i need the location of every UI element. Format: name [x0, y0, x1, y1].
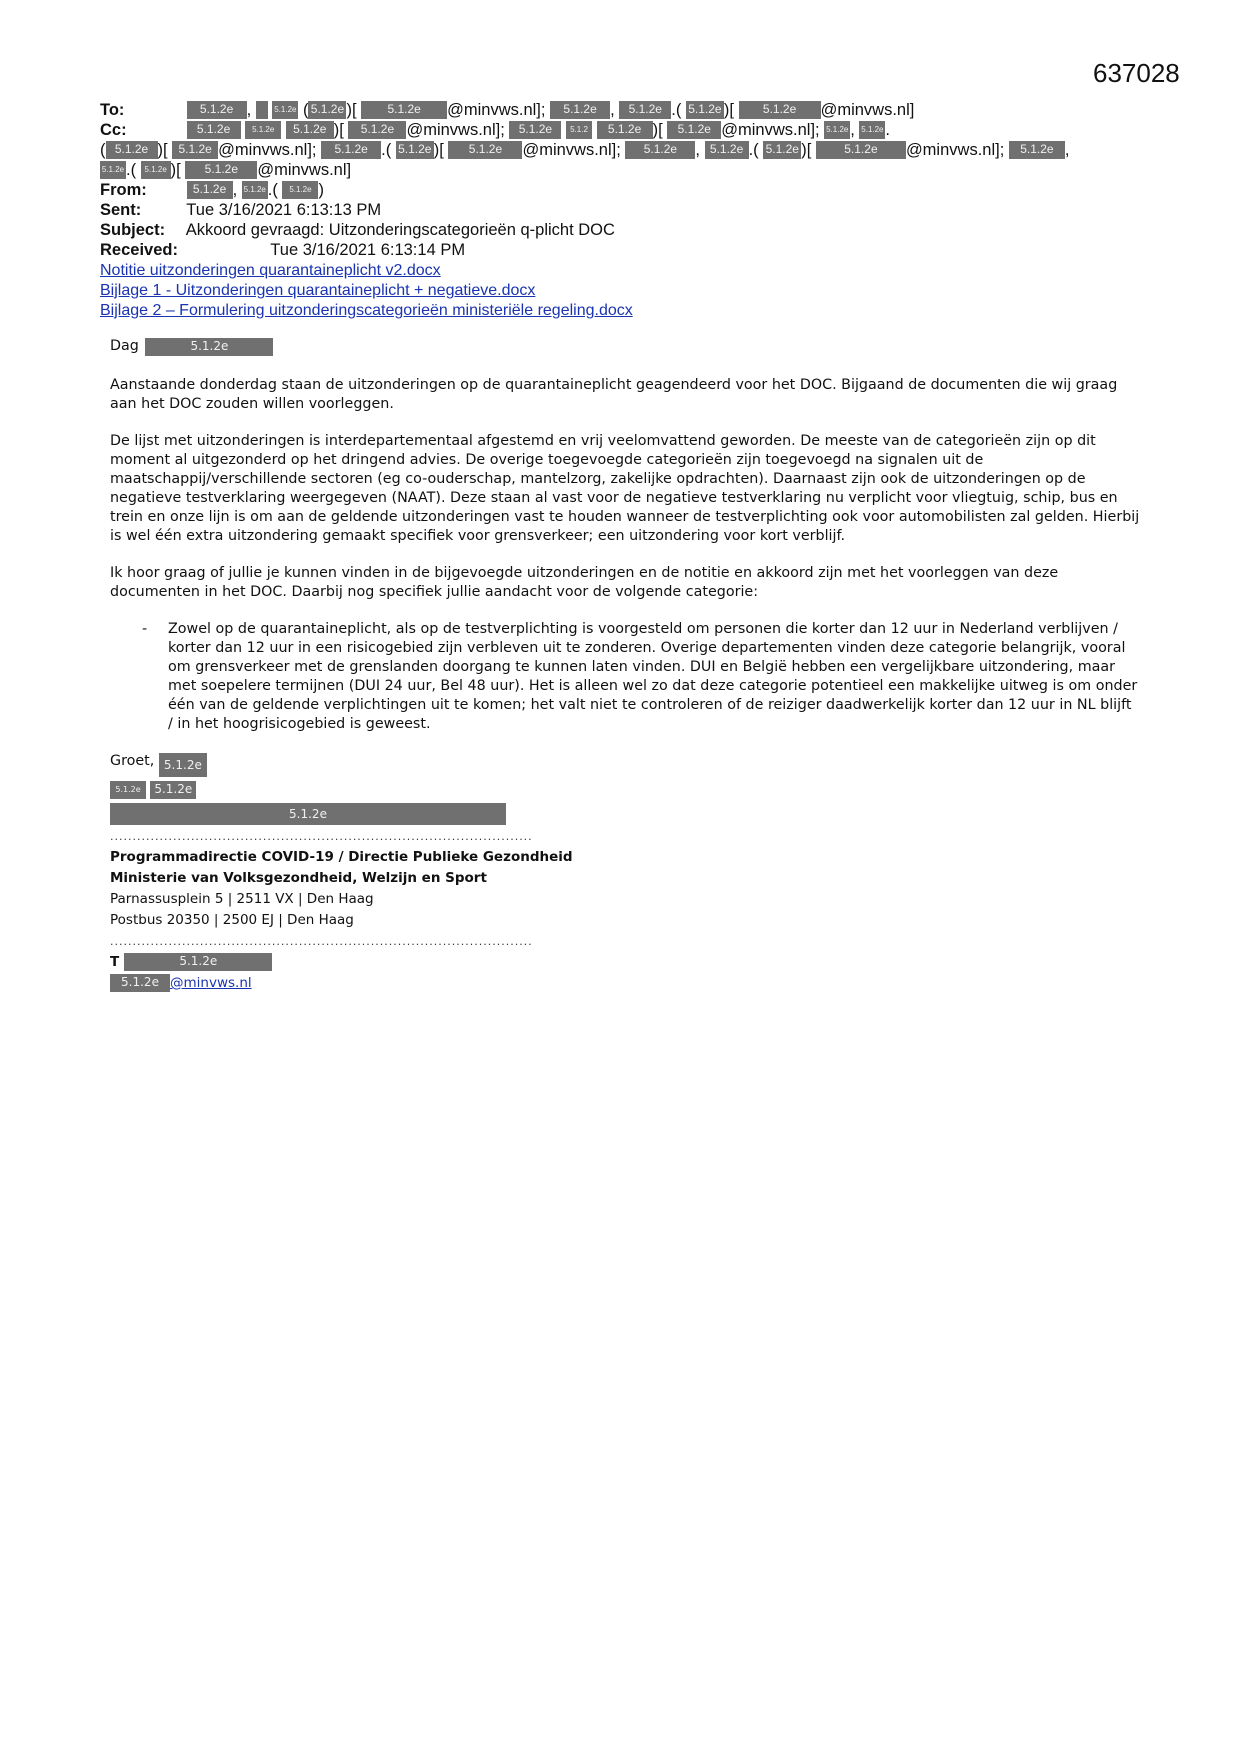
- domain-text: @minvws.nl];: [522, 141, 621, 159]
- redaction: 5.1.2e: [172, 141, 218, 159]
- subject-value: Akkoord gevraagd: Uitzonderingscategorieën q-plicht DOC: [185, 221, 615, 239]
- domain-text: @minvws.nl];: [447, 101, 546, 119]
- divider: ..............................................................................................: [110, 830, 533, 843]
- redaction: 5.1.2e: [361, 101, 447, 119]
- paragraph: Aanstaande donderdag staan de uitzonderingen op de quarantaineplicht geagendeerd voor het DOC. Bijgaand de documenten die wij graag aan het DOC zouden willen voorleggen.: [110, 377, 1118, 412]
- redaction: 5.1.2e: [396, 141, 434, 159]
- bullet-item: [110, 620, 1140, 734]
- redaction: 5.1.2e: [763, 141, 801, 159]
- redaction: 5.1.2e: [187, 121, 241, 139]
- subject-label: Subject:: [100, 221, 166, 239]
- redaction: 5.1.2e: [321, 141, 381, 159]
- cc-row-2: ( 5.1.2e )[ 5.1.2e @minvws.nl]; 5.1.2e .( 5.1.2e )[ 5.1.2e @minvws.nl]; 5.1.2e , 5.1.2e .( 5.1.2e )[ 5.1.2e @minvws.nl]; 5.1.2e ,: [100, 141, 1070, 159]
- email-body: [110, 339, 1140, 795]
- domain-text: @minvws.nl];: [406, 121, 505, 139]
- redaction: 5.1.2e: [282, 181, 318, 199]
- sent-label: Sent:: [100, 201, 142, 219]
- redaction: 5.1.2e: [145, 338, 273, 356]
- redaction: 5.1.2e: [739, 101, 821, 119]
- bullet-text: Zowel op de quarantaineplicht, als op de testverplichting is voorgesteld om personen die korter dan 12 uur in Nederland verblijven / korter dan 12 uur in een risicogebied zijn verbleven uit te zonderen. Overige departementen vinden deze categorie belangrijk, vooral om grensverkeer met de grenslanden doorgang te kunnen laten vinden. DUI en België hebben een vergelijkbare uitzondering, maar met soepelere termijnen (DUI 24 uur, Bel 48 uur). Het is alleen wel zo dat deze categorie potentieel een makkelijke uitweg is om onder één van de geldende verplichtingen uit te komen; het valt niet te controleren of de reiziger daadwerkelijk korter dan 12 uur in NL blijft / in het hoogrisicogebied is geweest.: [168, 621, 1138, 732]
- cc-label: Cc:: [100, 121, 127, 139]
- redaction: 5.1.2e: [100, 161, 126, 179]
- redaction: 5.1.2e: [150, 781, 196, 799]
- attachment-list: [100, 261, 633, 321]
- redaction: 5.1.2e: [705, 141, 749, 159]
- redaction: 5.1.2e: [308, 101, 346, 119]
- redaction: 5.1.2e: [686, 101, 724, 119]
- department: Programmadirectie COVID-19 / Directie Publieke Gezondheid: [110, 849, 573, 865]
- redaction: 5.1.2e: [185, 161, 257, 179]
- redaction: 5.1.2e: [348, 121, 406, 139]
- redaction: 5.1.2e: [141, 161, 171, 179]
- received-label: Received:: [100, 241, 178, 259]
- redaction: 5.1.2: [566, 121, 592, 139]
- cc-row-3: 5.1.2e .( 5.1.2e )[ 5.1.2e @minvws.nl]: [101, 161, 352, 179]
- redaction: 5.1.2e: [816, 141, 906, 159]
- attachment-link[interactable]: Bijlage 2 – Formulering uitzonderingscategorieën ministeriële regeling.docx: [100, 302, 633, 319]
- redaction: [256, 101, 268, 119]
- domain-text: @minvws.nl]: [257, 161, 352, 179]
- signature: [110, 780, 573, 994]
- redaction: 5.1.2e: [106, 141, 158, 159]
- closing: Groet,: [110, 753, 155, 769]
- redaction: 5.1.2e: [597, 121, 653, 139]
- redaction: 5.1.2e: [448, 141, 522, 159]
- redaction: 5.1.2e: [272, 101, 298, 119]
- domain-text: @minvws.nl]: [820, 101, 915, 119]
- redaction: 5.1.2e: [1009, 141, 1065, 159]
- redaction: 5.1.2e: [509, 121, 561, 139]
- redaction: 5.1.2e: [110, 974, 170, 992]
- to-row: To: 5.1.2e , 5.1.2e ( 5.1.2e )[ 5.1.2e @minvws.nl]; 5.1.2e , 5.1.2e .( 5.1.2e )[ 5.1.2e @minvws.nl]: [100, 101, 915, 119]
- redaction: 5.1.2e: [667, 121, 721, 139]
- redaction: 5.1.2e: [159, 753, 207, 777]
- attachment-link[interactable]: Notitie uitzonderingen quarantaineplicht v2.docx: [100, 262, 441, 279]
- from-label: From:: [100, 181, 147, 199]
- received-value: Tue 3/16/2021 6:13:14 PM: [270, 241, 466, 259]
- redaction: 5.1.2e: [124, 953, 272, 971]
- redaction: 5.1.2e: [859, 121, 885, 139]
- subject-row: [100, 220, 1140, 240]
- domain-text: @minvws.nl];: [218, 141, 317, 159]
- redaction: 5.1.2e: [187, 101, 247, 119]
- redaction: 5.1.2e: [550, 101, 610, 119]
- redaction: 5.1.2e: [245, 121, 281, 139]
- paragraph: De lijst met uitzonderingen is interdepartementaal afgestemd en vrij veelomvattend geworden. De meeste van de categorieën zijn op dit moment al uitgezonderd op het dringend advies. De overige toegevoegde categorieën zijn toegevoegd na signalen uit de maatschappij/verschillende sectoren (eg co-ouderschap, mantelzorg, zakelijke opdrachten). Daarnaast zijn ook de uitzonderingen op de negatieve testverklaring weergegeven (NAAT). Deze staan al vast voor de negatieve testverklaring nu verplicht voor vliegtuig, schip, bus en trein en onze lijn is om aan de geldende uitzonderingen vast te houden wanneer de testverplichting ook voor automobilisten zal gelden. Hierbij is wel één extra uitzondering gemaakt specifiek voor grensverkeer; een uitzondering voor kort verblijf.: [110, 433, 1140, 544]
- cc-row: Cc: 5.1.2e 5.1.2e 5.1.2e )[ 5.1.2e @minvws.nl]; 5.1.2e 5.1.2 5.1.2e )[ 5.1.2e @minvws.nl]; 5.1.2e , 5.1.2e .: [100, 121, 890, 139]
- redaction: 5.1.2e: [619, 101, 671, 119]
- redaction: 5.1.2e: [625, 141, 695, 159]
- bullet-dash: -: [142, 621, 148, 637]
- redaction: 5.1.2e: [824, 121, 850, 139]
- to-label: To:: [100, 101, 125, 119]
- email-header: [100, 100, 1140, 260]
- ministry: Ministerie van Volksgezondheid, Welzijn en Sport: [110, 870, 487, 886]
- redaction: 5.1.2e: [242, 181, 268, 199]
- phone-label: T: [110, 954, 120, 970]
- domain-text: @minvws.nl];: [721, 121, 820, 139]
- redaction: 5.1.2e: [286, 121, 334, 139]
- address-line: Postbus 20350 | 2500 EJ | Den Haag: [110, 912, 354, 928]
- redaction: 5.1.2e: [110, 781, 146, 799]
- divider: ..............................................................................................: [110, 935, 533, 948]
- received-row: [100, 240, 1140, 260]
- document-number: 637028: [1093, 58, 1180, 88]
- sent-row: [100, 200, 1140, 220]
- address-line: Parnassusplein 5 | 2511 VX | Den Haag: [110, 891, 374, 907]
- email-link[interactable]: @minvws.nl: [170, 975, 252, 991]
- greeting: Dag: [110, 338, 139, 354]
- domain-text: @minvws.nl];: [905, 141, 1005, 159]
- from-row: From: 5.1.2e , 5.1.2e .( 5.1.2e ): [100, 181, 324, 199]
- paragraph: Ik hoor graag of jullie je kunnen vinden in de bijgevoegde uitzonderingen en de notitie en akkoord zijn met het voorleggen van deze documenten in het DOC. Daarbij nog specifiek jullie aandacht voor de volgende categorie:: [110, 565, 1059, 600]
- redaction: 5.1.2e: [110, 803, 506, 825]
- redaction: 5.1.2e: [187, 181, 233, 199]
- attachment-link[interactable]: Bijlage 1 - Uitzonderingen quarantaineplicht + negatieve.docx: [100, 282, 536, 299]
- sent-value: Tue 3/16/2021 6:13:13 PM: [186, 201, 382, 219]
